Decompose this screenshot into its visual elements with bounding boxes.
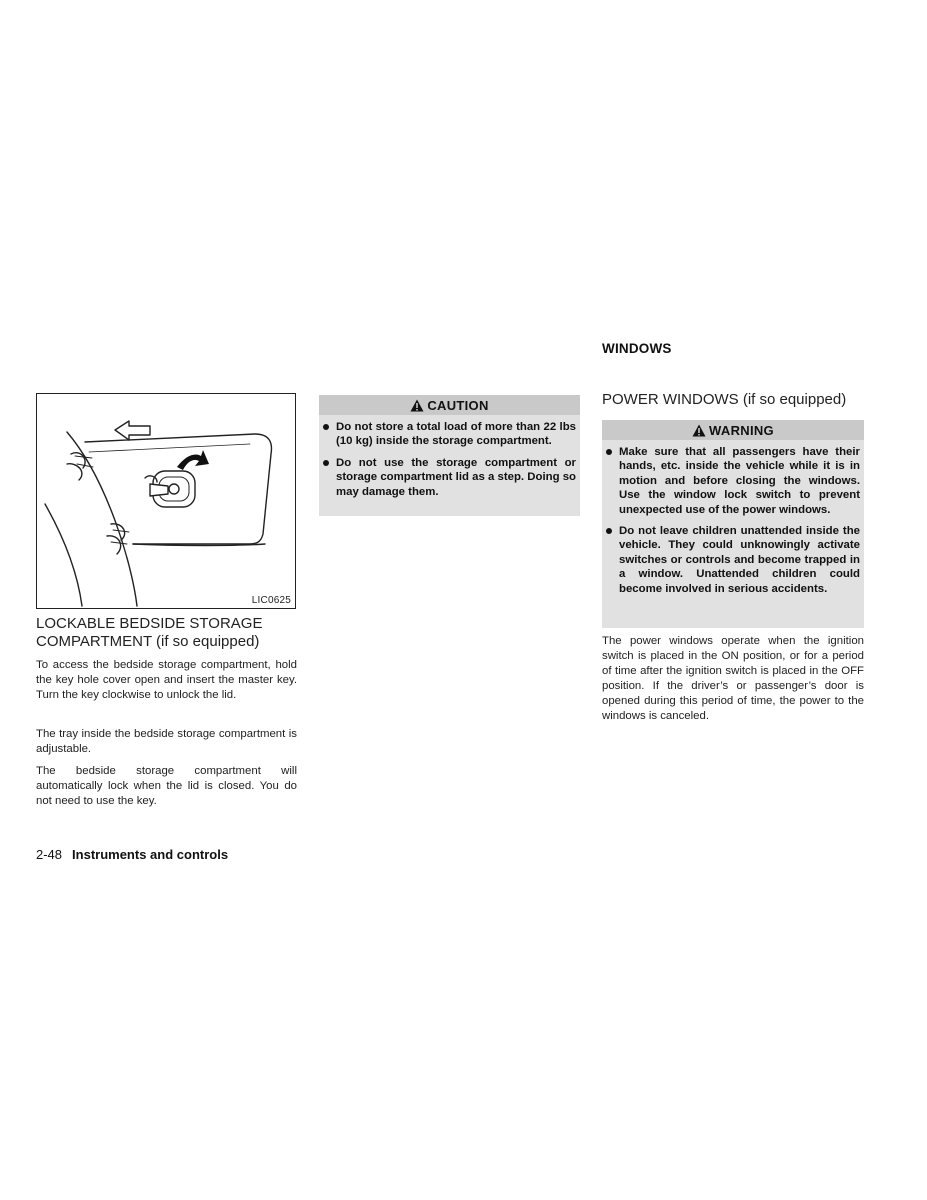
- bedside-paragraph-1: To access the bedside storage compartment, hold the key hole cover open and insert the master key. Turn the key clockwise to unlock the lid.: [36, 659, 297, 701]
- warning-item: Do not leave children unattended inside the vehicle. They could unknowingly activate switches or controls and become trapped in a window. Unattended children could become involved in serious accidents.: [602, 524, 860, 596]
- warning-title-bar: [602, 420, 864, 440]
- footer-section-name: Instruments and controls: [72, 847, 229, 862]
- section-title: WINDOWS: [602, 341, 672, 356]
- power-windows-heading: POWER WINDOWS (if so equipped): [602, 391, 847, 408]
- bullet-icon: [606, 528, 612, 534]
- heading-line-2: COMPARTMENT (if so equipped): [36, 633, 260, 650]
- caution-box: [319, 395, 580, 516]
- caution-item: Do not store a total load of more than 22 lbs (10 kg) inside the storage compartment.: [319, 420, 576, 449]
- bedside-paragraph-3: The bedside storage compartment will automatically lock when the lid is closed. You do not need to use the key.: [36, 765, 297, 807]
- warning-triangle-icon: [410, 399, 424, 412]
- bedside-paragraph-2: The tray inside the bedside storage compartment is adjustable.: [36, 728, 297, 755]
- bedside-storage-heading: [36, 615, 298, 651]
- bullet-icon: [323, 424, 329, 430]
- illustration-figure: [36, 393, 296, 609]
- caution-title-bar: [319, 395, 580, 415]
- warning-item: Make sure that all passengers have their hands, etc. inside the vehicle while it is in motion and before closing the windows. Use the window lock switch to prevent unexpected use of the power windows.: [602, 445, 860, 517]
- caution-title: CAUTION: [427, 397, 489, 413]
- warning-box: [602, 420, 864, 628]
- warning-title: WARNING: [709, 422, 774, 438]
- caution-item: Do not use the storage compartment or storage compartment lid as a step. Doing so may damage them.: [319, 456, 576, 499]
- bedside-storage-illustration: [37, 394, 295, 608]
- heading-line-1: LOCKABLE BEDSIDE STORAGE: [36, 615, 263, 632]
- caution-list: [319, 415, 580, 505]
- bullet-icon: [323, 460, 329, 466]
- figure-code: LIC0625: [251, 595, 291, 606]
- bullet-icon: [606, 449, 612, 455]
- page-number: 2-48: [36, 847, 63, 862]
- warning-triangle-icon: [692, 424, 706, 437]
- page-footer: [36, 847, 228, 862]
- power-windows-paragraph: The power windows operate when the ignition switch is placed in the ON position, or for a period of time after the ignition switch is placed in the OFF position. If the driver’s or passenger’s door is opened during this period of time, the power to the windows is canceled.: [602, 635, 864, 722]
- warning-list: [602, 440, 864, 602]
